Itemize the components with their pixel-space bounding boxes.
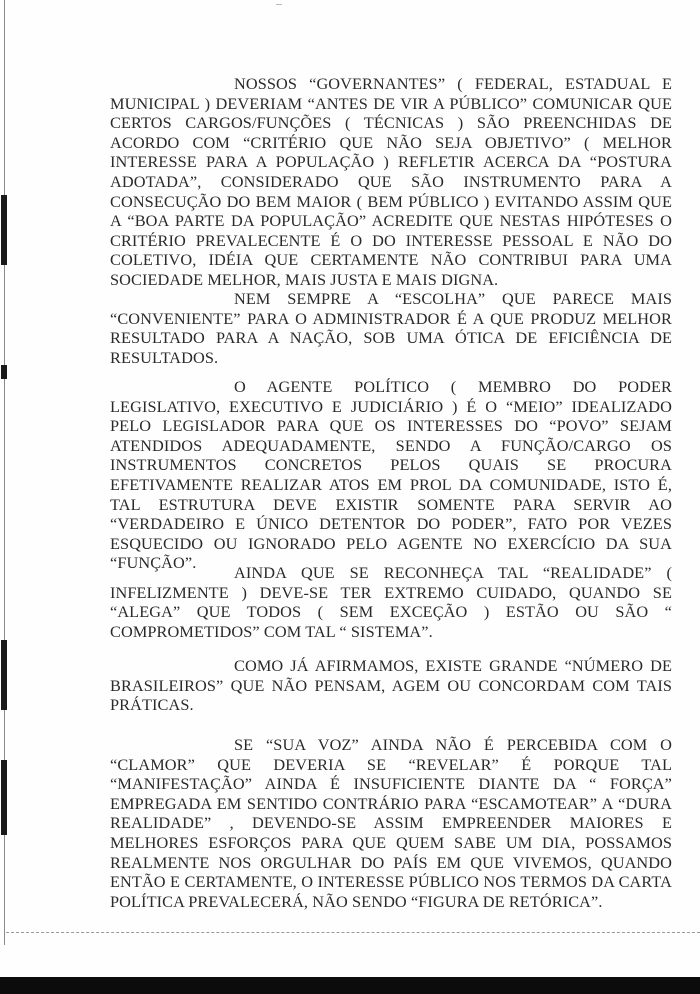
body-text: [110, 656, 672, 715]
scan-artifact-left: [1, 640, 7, 710]
body-text: [110, 563, 672, 641]
scan-artifact-left: [1, 365, 7, 379]
paragraph: COMO JÁ AFIRMAMOS, EXISTE GRANDE “NÚMERO DE BRASILEIROS” QUE NÃO PENSAM, AGEM OU CONCORDAM COM TAIS PRÁTICAS.: [110, 656, 672, 715]
body-text: [110, 735, 672, 911]
body-text: [110, 289, 672, 367]
scan-artifact-left: [1, 195, 7, 265]
paragraph: NEM SEMPRE A “ESCOLHA” QUE PARECE MAIS “CONVENIENTE” PARA O ADMINISTRADOR É A QUE PRODUZ MELHOR RESULTADO PARA A NAÇÃO, SOB UMA ÓTICA DE EFICIÊNCIA DE RESULTADOS.: [110, 289, 672, 367]
body-text: [110, 377, 672, 573]
scan-artifact-left: [1, 760, 7, 835]
paragraph: NOSSOS “GOVERNANTES” ( FEDERAL, ESTADUAL E MUNICIPAL ) DEVERIAM “ANTES DE VIR A PÚBLICO” COMUNICAR QUE CERTOS CARGOS/FUNÇÕES ( TÉCNICAS ) SÃO PREENCHIDAS DE ACORDO COM “CRITÉRIO QUE NÃO SEJA OBJETIVO” ( MELHOR INTERESSE PARA A POPULAÇÃO ) REFLETIR ACERCA DA “POSTURA ADOTADA”, CONSIDERADO QUE SÃO INSTRUMENTO PARA A CONSECUÇÃO DO BEM MAIOR ( BEM PÚBLICO ) EVITANDO ASSIM QUE A “BOA PARTE DA POPULAÇÃO” ACREDITE QUE NESTAS HIPÓTESES O CRITÉRIO PREVALECENTE É O DO INTERESSE PESSOAL E NÃO DO COLETIVO, IDÉIA QUE CERTAMENTE NÃO CONTRIBUI PARA UMA SOCIEDADE MELHOR, MAIS JUSTA E MAIS DIGNA.: [110, 74, 672, 289]
body-text: [110, 74, 672, 290]
scanner-bottom-bar: [0, 977, 700, 994]
page-bottom-edge: [6, 932, 700, 933]
paragraph: SE “SUA VOZ” AINDA NÃO É PERCEBIDA COM O “CLAMOR” QUE DEVERIA SE “REVELAR” É PORQUE TAL “MANIFESTAÇÃO” AINDA É INSUFICIENTE DIANTE DA “ FORÇA” EMPREGADA EM SENTIDO CONTRÁRIO PARA “ESCAMOTEAR” A “DURA REALIDADE” , DEVENDO-SE ASSIM EMPREENDER MAIORES E MELHORES ESFORÇOS PARA QUE QUEM SABE UM DIA, POSSAMOS REALMENTE NOS ORGULHAR DO PAÍS EM QUE VIVEMOS, QUANDO ENTÃO E CERTAMENTE, O INTERESSE PÚBLICO NOS TERMOS DA CARTA POLÍTICA PREVALECERÁ, NÃO SENDO “FIGURA DE RETÓRICA”.: [110, 735, 672, 911]
scan-artifact-top: [276, 4, 282, 5]
paragraph: AINDA QUE SE RECONHEÇA TAL “REALIDADE” ( INFELIZMENTE ) DEVE-SE TER EXTREMO CUIDADO, QUANDO SE “ALEGA” QUE TODOS ( SEM EXCEÇÃO ) ESTÃO OU SÃO “ COMPROMETIDOS” COM TAL “ SISTEMA”.: [110, 563, 672, 641]
paragraph: O AGENTE POLÍTICO ( MEMBRO DO PODER LEGISLATIVO, EXECUTIVO E JUDICIÁRIO ) É O “MEIO” IDEALIZADO PELO LEGISLADOR PARA QUE OS INTERESSES DO “POVO” SEJAM ATENDIDOS ADEQUADAMENTE, SENDO A FUNÇÃO/CARGO OS INSTRUMENTOS CONCRETOS PELOS QUAIS SE PROCURA EFETIVAMENTE REALIZAR ATOS EM PROL DA COMUNIDADE, ISTO É, TAL ESTRUTURA DEVE EXISTIR SOMENTE PARA SERVIR AO “VERDADEIRO E ÚNICO DETENTOR DO PODER”, FATO POR VEZES ESQUECIDO OU IGNORADO PELO AGENTE NO EXERCÍCIO DA SUA “FUNÇÃO”.: [110, 377, 672, 573]
